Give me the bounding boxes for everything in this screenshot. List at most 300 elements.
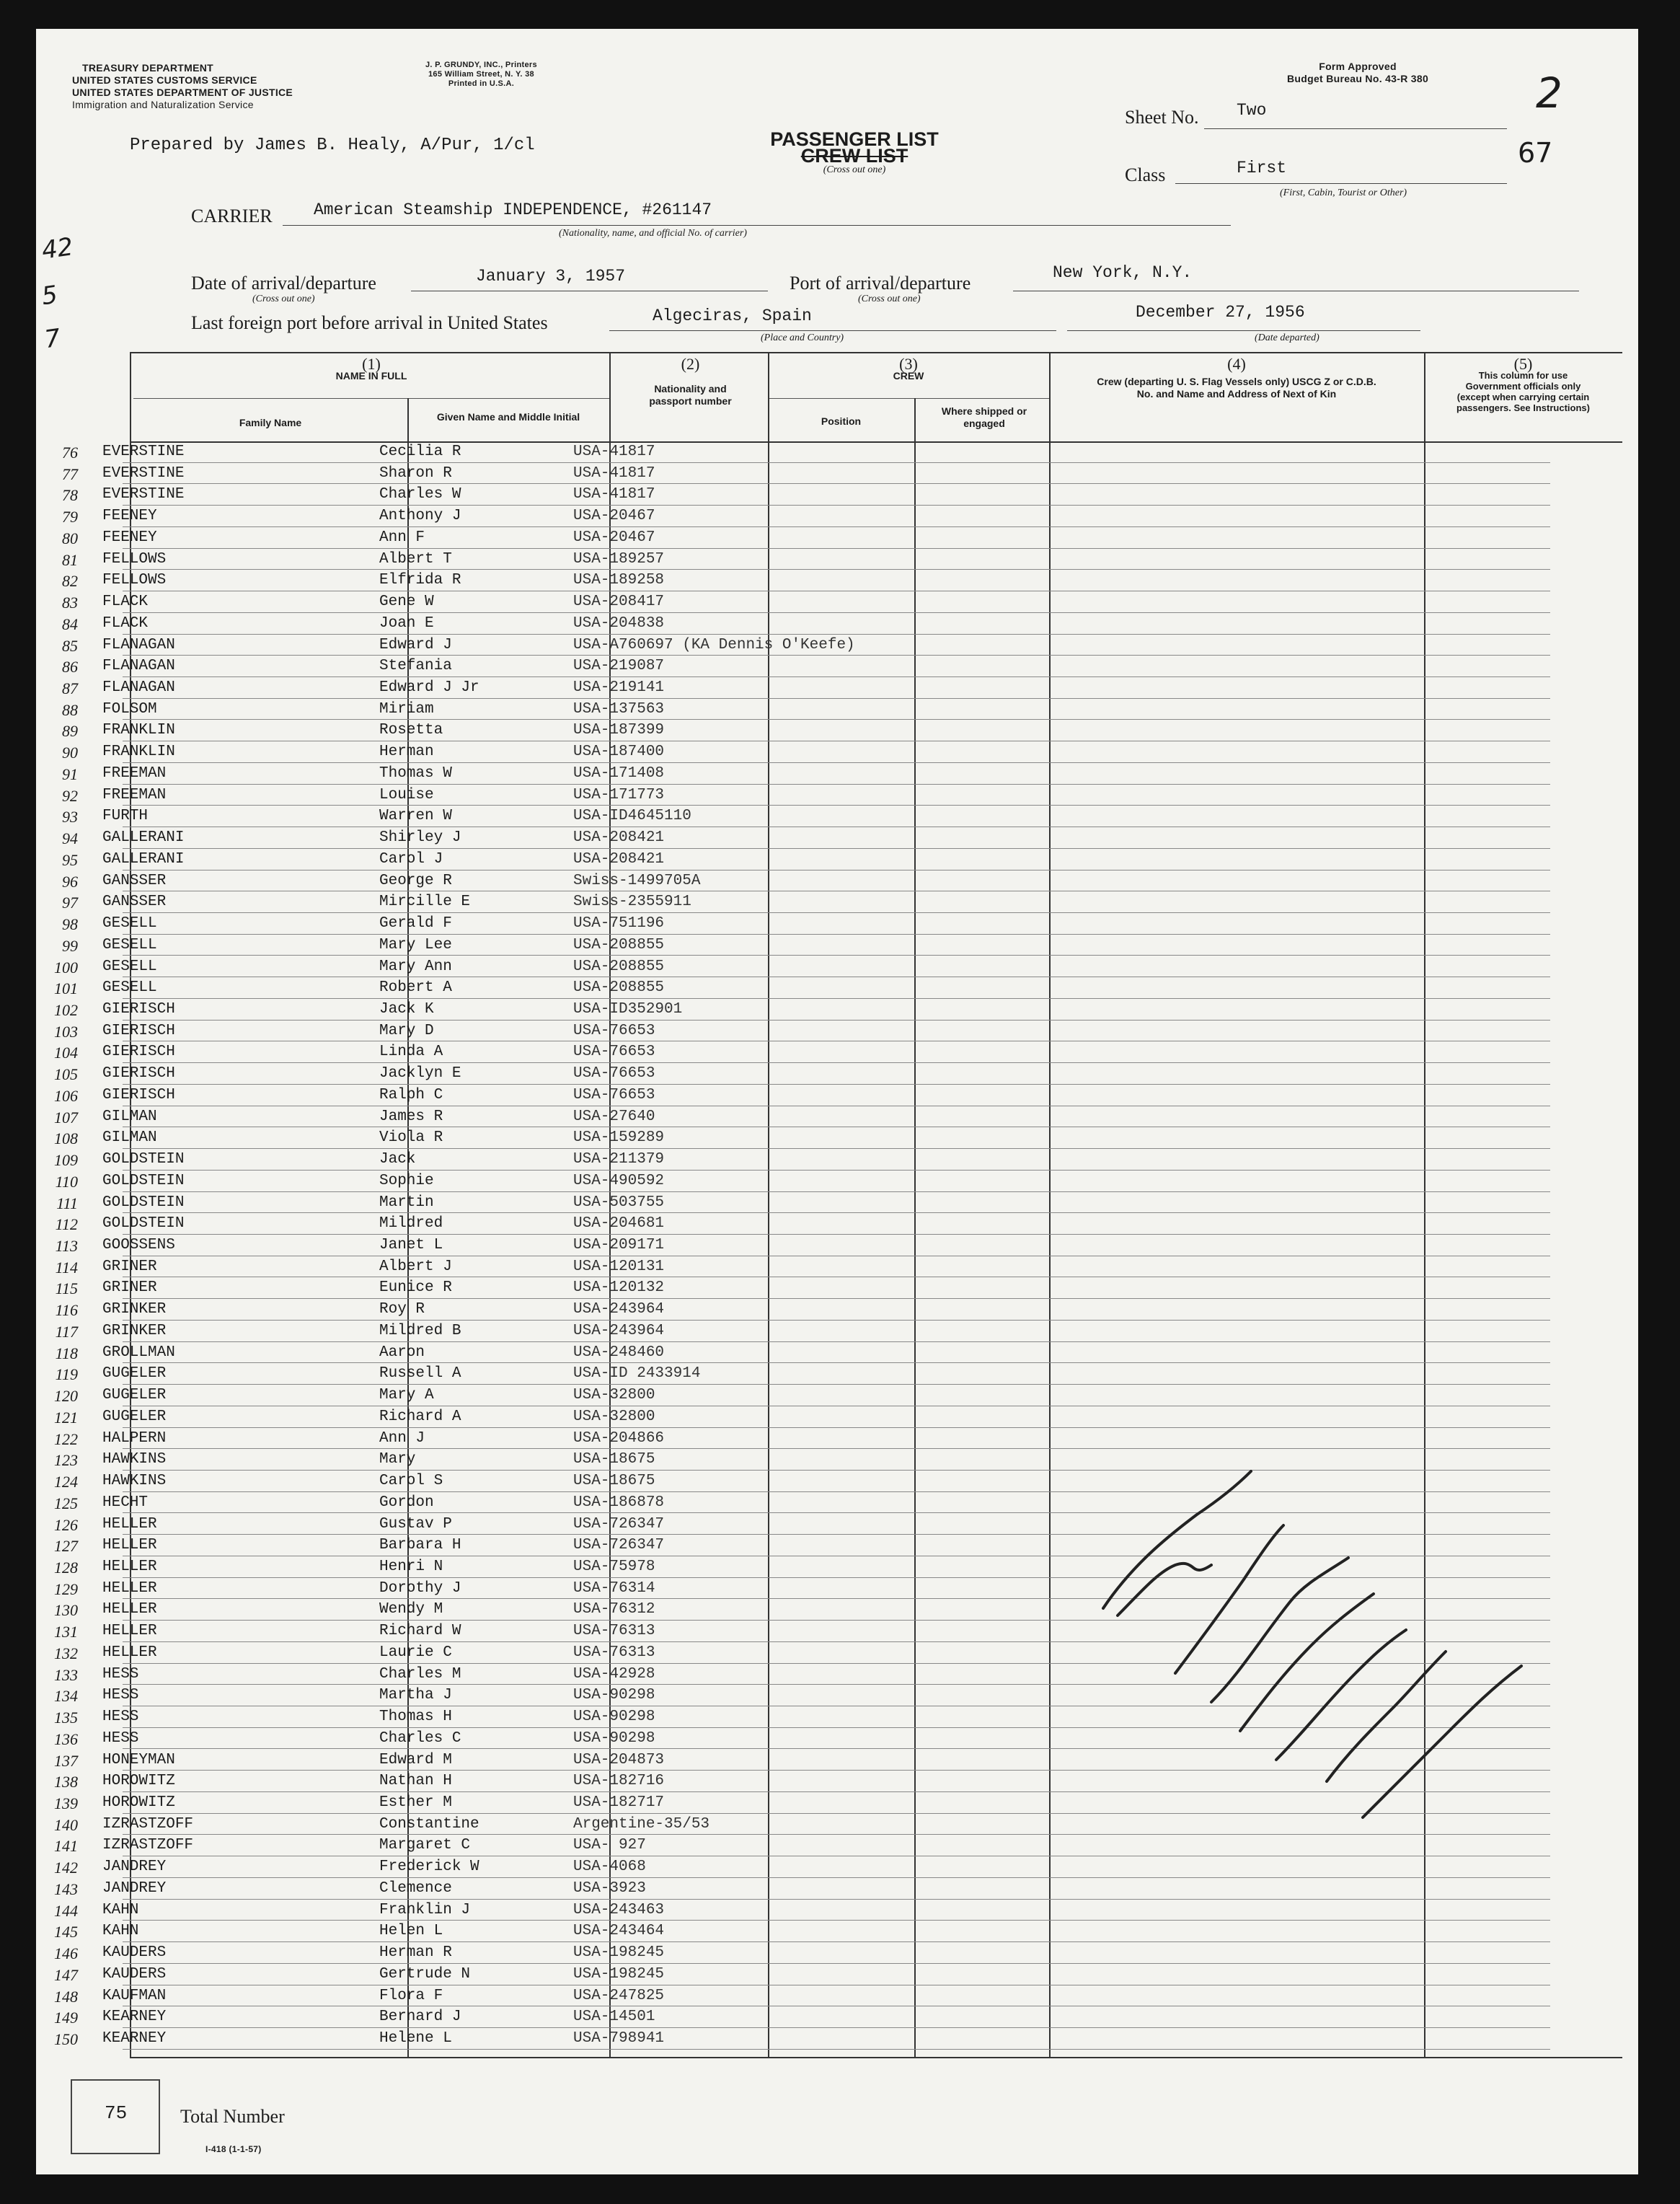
passport-number: USA-204681 [573, 1215, 665, 1233]
row-number: 149 [54, 2009, 78, 2027]
port-label: Port of arrival/departure [790, 273, 971, 294]
given-name: Thomas W [379, 764, 452, 782]
row-number: 90 [62, 744, 78, 762]
family-name: GALLERANI [102, 850, 185, 868]
given-name: Helene L [379, 2030, 452, 2047]
row-number: 117 [55, 1322, 78, 1341]
row-number: 115 [55, 1279, 78, 1298]
passport-number: USA-171773 [573, 786, 665, 803]
family-name: EVERSTINE [102, 444, 185, 460]
family-name: GESELL [102, 958, 157, 975]
last-port-label: Last foreign port before arrival in United States [191, 312, 548, 333]
margin-mark: 7 [43, 323, 63, 355]
row-number: 100 [54, 958, 78, 977]
family-name: FELLOWS [102, 572, 167, 589]
passport-number: USA-90298 [573, 1687, 655, 1704]
arrival-label: Date of arrival/departure [191, 273, 376, 294]
sheet-underline [1204, 128, 1507, 129]
given-name: Esther M [379, 1794, 452, 1811]
given-name: Gene W [379, 594, 434, 611]
family-name: FEENEY [102, 529, 157, 546]
table-row [43, 2006, 1572, 2028]
family-name: FLACK [102, 614, 149, 632]
last-port-underline [609, 330, 1056, 331]
table-row [43, 1127, 1572, 1149]
passport-number: USA-120132 [573, 1279, 665, 1297]
title-crew: CREW LIST [800, 145, 908, 167]
family-name: GOLDSTEIN [102, 1215, 185, 1233]
family-name: HELLER [102, 1601, 157, 1618]
family-name: GIERISCH [102, 1044, 175, 1061]
last-port-value: Algeciras, Spain [653, 307, 812, 325]
family-name: EVERSTINE [102, 486, 185, 503]
family-name: FLANAGAN [102, 636, 175, 653]
family-name: GANSSER [102, 872, 167, 889]
col1-title: NAME IN FULL [335, 370, 407, 382]
table-row [43, 1021, 1572, 1042]
given-name: Rosetta [379, 722, 443, 739]
margin-mark: 5 [40, 280, 60, 312]
passport-number: USA-726347 [573, 1515, 665, 1533]
table-row [43, 613, 1572, 635]
last-port-caption: (Place and Country) [761, 332, 844, 343]
col2-number: (2) [681, 355, 700, 373]
given-name: Mildred [379, 1215, 443, 1233]
given-name: Gustav P [379, 1515, 452, 1533]
given-name: Shirley J [379, 829, 461, 847]
row-number: 140 [54, 1815, 78, 1834]
row-number: 147 [54, 1965, 78, 1984]
table-row [43, 1942, 1572, 1964]
table-row [43, 913, 1572, 935]
given-name: Louise [379, 786, 434, 803]
row-number: 126 [54, 1515, 78, 1534]
table-row [43, 484, 1572, 506]
family-name: HAWKINS [102, 1451, 167, 1468]
passport-number: USA-186878 [573, 1494, 665, 1511]
carrier-label: CARRIER [191, 206, 273, 226]
given-name: Stefania [379, 658, 452, 675]
given-name: Herman [379, 744, 434, 761]
col2-header [613, 355, 768, 407]
budget-bureau: Budget Bureau No. 43-R 380 [1287, 73, 1429, 84]
passport-number: USA-208421 [573, 850, 665, 868]
row-number: 93 [62, 808, 78, 827]
table-row [43, 1985, 1572, 2007]
given-name: Sophie [379, 1172, 434, 1189]
total-box [71, 2079, 160, 2154]
passport-number: USA-208417 [573, 594, 665, 611]
arrival-caption: (Cross out one) [252, 294, 315, 304]
row-number: 112 [55, 1215, 78, 1234]
row-number: 116 [55, 1301, 78, 1320]
passport-number: USA-120131 [573, 1258, 665, 1275]
given-name: Charles W [379, 486, 461, 503]
passport-number: USA-490592 [573, 1172, 665, 1189]
table-bottom-rule [130, 2057, 1622, 2058]
row-number: 134 [54, 1687, 78, 1706]
port-caption: (Cross out one) [858, 294, 921, 304]
table-row [43, 1277, 1572, 1299]
col2-title: Nationality and passport number [649, 383, 732, 407]
passport-number: USA-18675 [573, 1451, 655, 1468]
table-row [43, 1321, 1572, 1342]
family-name: FRANKLIN [102, 744, 175, 761]
passport-number: USA-76653 [573, 1065, 655, 1083]
family-name: FOLSOM [102, 700, 157, 718]
table-row [43, 741, 1572, 763]
table-row [43, 570, 1572, 591]
passport-number: USA-ID 2433914 [573, 1365, 701, 1383]
table-row [43, 441, 1572, 463]
row-number: 127 [54, 1537, 78, 1556]
row-number: 144 [54, 1901, 78, 1920]
table-row [43, 677, 1572, 699]
printer-block [425, 61, 537, 89]
passport-number: USA-182717 [573, 1794, 665, 1811]
family-header: Family Name [239, 417, 302, 428]
given-name: Ann F [379, 529, 425, 546]
family-name: KAHN [102, 1901, 139, 1918]
passport-number: USA-18675 [573, 1473, 655, 1490]
table-row [43, 1342, 1572, 1364]
row-number: 150 [54, 2030, 78, 2049]
class-caption: (First, Cabin, Tourist or Other) [1280, 188, 1407, 198]
passport-number: USA-4068 [573, 1859, 646, 1876]
row-number: 111 [56, 1194, 78, 1212]
family-name: FEENEY [102, 508, 157, 525]
given-name: Richard A [379, 1408, 461, 1425]
date-departed-value: December 27, 1956 [1136, 303, 1305, 322]
table-row [43, 591, 1572, 613]
table-row [43, 1835, 1572, 1856]
agency-line: TREASURY DEPARTMENT [81, 62, 213, 74]
passport-number: USA-219087 [573, 658, 665, 675]
row-number: 83 [62, 594, 78, 612]
given-name: Thomas H [379, 1709, 452, 1726]
table-row [43, 1964, 1572, 1985]
family-name: GILMAN [102, 1108, 157, 1125]
col3-number: (3) [899, 355, 918, 373]
row-number: 102 [54, 1000, 78, 1019]
family-name: HALPERN [102, 1429, 167, 1447]
family-name: FLANAGAN [102, 679, 175, 697]
row-number: 124 [54, 1473, 78, 1491]
row-number: 104 [54, 1044, 78, 1062]
carrier-value: American Steamship INDEPENDENCE, #261147 [314, 200, 712, 219]
col5-header [1424, 355, 1622, 413]
row-number: 99 [62, 936, 78, 955]
given-name: Miriam [379, 700, 434, 718]
given-name: Dorothy J [379, 1579, 461, 1597]
family-name: HAWKINS [102, 1473, 167, 1490]
row-number: 105 [54, 1065, 78, 1084]
name-subheader-rule [133, 398, 609, 399]
table-row [43, 806, 1572, 827]
row-number: 125 [54, 1494, 78, 1512]
table-row [43, 1256, 1572, 1278]
handwritten-inspection-note [1089, 1457, 1536, 1832]
passport-number: USA-208421 [573, 829, 665, 847]
family-name: GRINKER [102, 1301, 167, 1318]
table-row [43, 870, 1572, 892]
row-number: 88 [62, 700, 78, 719]
table-row [43, 1171, 1572, 1192]
sheet-label: Sheet No. [1125, 107, 1199, 128]
table-row [43, 1235, 1572, 1256]
family-name: HELLER [102, 1579, 157, 1597]
family-name: JANDREY [102, 1879, 167, 1897]
class-value: First [1237, 159, 1287, 177]
table-row [43, 1921, 1572, 1942]
passport-number: USA-ID352901 [573, 1000, 683, 1018]
row-number: 85 [62, 636, 78, 655]
passport-number: USA-76312 [573, 1601, 655, 1618]
family-name: KAUFMAN [102, 1987, 167, 2004]
printer-line: J. P. GRUNDY, INC., Printers [425, 61, 537, 69]
given-name: Clemence [379, 1879, 452, 1897]
family-name: IZRASTZOFF [102, 1815, 194, 1833]
row-number: 108 [54, 1129, 78, 1148]
table-row [43, 635, 1572, 656]
row-number: 81 [62, 550, 78, 569]
passport-number: USA-726347 [573, 1537, 665, 1554]
family-name: HESS [102, 1709, 139, 1726]
row-number: 95 [62, 850, 78, 869]
passport-number: USA-ID4645110 [573, 808, 691, 825]
row-number: 143 [54, 1879, 78, 1898]
row-number: 122 [54, 1429, 78, 1448]
family-name: EVERSTINE [102, 464, 185, 482]
family-name: FREEMAN [102, 786, 167, 803]
given-name: Viola R [379, 1129, 443, 1147]
given-name: Robert A [379, 979, 452, 997]
passport-number: USA-243964 [573, 1301, 665, 1318]
passport-number: USA-198245 [573, 1944, 665, 1962]
table-row [43, 549, 1572, 570]
table-top-rule [130, 352, 1622, 353]
row-number: 121 [54, 1408, 78, 1427]
given-name: Russell A [379, 1365, 461, 1383]
table-row [43, 1363, 1572, 1385]
given-name: Elfrida R [379, 572, 461, 589]
row-number: 138 [54, 1773, 78, 1791]
passport-number: USA-20467 [573, 529, 655, 546]
col5-number: (5) [1513, 355, 1533, 373]
row-number: 113 [55, 1237, 78, 1255]
given-name: Wendy M [379, 1601, 443, 1618]
given-name: Mircille E [379, 894, 471, 911]
row-number: 130 [54, 1601, 78, 1620]
given-name: Jack [379, 1151, 416, 1168]
passport-number: USA-32800 [573, 1408, 655, 1425]
row-number: 132 [54, 1644, 78, 1662]
given-name: Gerald F [379, 915, 452, 933]
title-passenger: PASSENGER LIST [770, 128, 939, 150]
given-name: Richard W [379, 1623, 461, 1640]
family-name: GIERISCH [102, 1000, 175, 1018]
family-name: KAHN [102, 1923, 139, 1940]
col3-header [768, 355, 1049, 382]
table-row [43, 1063, 1572, 1085]
table-row [43, 891, 1572, 913]
given-name: Janet L [379, 1237, 443, 1253]
row-rule [123, 2049, 1550, 2050]
given-name: Linda A [379, 1044, 443, 1061]
agency-block [72, 62, 293, 111]
family-name: FELLOWS [102, 550, 167, 568]
passport-number: USA-14501 [573, 2009, 655, 2026]
row-number: 94 [62, 829, 78, 848]
table-row [43, 1428, 1572, 1450]
where-header: Where shipped or engaged [941, 405, 1027, 429]
given-name: Constantine [379, 1815, 479, 1833]
carrier-underline [283, 225, 1231, 226]
table-row [43, 2028, 1572, 2050]
given-name: Joan E [379, 614, 434, 632]
row-number: 84 [62, 614, 78, 633]
row-number: 145 [54, 1923, 78, 1941]
passport-number: USA-751196 [573, 915, 665, 933]
passport-number: USA-243464 [573, 1923, 665, 1940]
col4-title: Crew (departing U. S. Flag Vessels only) USCG Z or C.D.B. No. and Name and Address of Next of Kin [1097, 376, 1376, 400]
row-number: 79 [62, 508, 78, 526]
table-row [43, 935, 1572, 956]
row-number: 78 [62, 486, 78, 505]
crew-subheader-rule [768, 398, 1049, 399]
table-row [43, 1085, 1572, 1106]
given-name: Herman R [379, 1944, 452, 1962]
passport-number: USA-182716 [573, 1773, 665, 1790]
passport-number: USA- 927 [573, 1837, 646, 1854]
arrival-value: January 3, 1957 [476, 267, 626, 286]
passport-number: USA-208855 [573, 936, 665, 953]
family-name: GUGELER [102, 1408, 167, 1425]
class-label: Class [1125, 164, 1166, 185]
passport-number: Swiss-2355911 [573, 894, 691, 911]
table-row [43, 699, 1572, 720]
row-number: 98 [62, 915, 78, 934]
row-number: 110 [55, 1172, 78, 1191]
class-underline [1175, 183, 1507, 184]
table-row [43, 656, 1572, 677]
passport-number: USA-189257 [573, 550, 665, 568]
table-row [43, 720, 1572, 741]
table-row [43, 1299, 1572, 1321]
passport-number: USA-171408 [573, 764, 665, 782]
family-name: GRINER [102, 1258, 157, 1275]
handwritten-number: 67 [1518, 137, 1553, 169]
col4-header [1049, 355, 1424, 400]
given-name: Laurie C [379, 1644, 452, 1661]
family-name: KAUDERS [102, 1965, 167, 1983]
row-number: 119 [55, 1365, 78, 1384]
family-name: HECHT [102, 1494, 149, 1511]
row-number: 92 [62, 786, 78, 805]
family-name: HELLER [102, 1623, 157, 1640]
given-name: Franklin J [379, 1901, 471, 1918]
row-number: 96 [62, 872, 78, 891]
row-number: 106 [54, 1086, 78, 1105]
margin-mark: 42 [40, 232, 75, 265]
passport-number: USA-204838 [573, 614, 665, 632]
passport-number: USA-208855 [573, 979, 665, 997]
row-number: 114 [55, 1258, 78, 1277]
passport-number: USA-187400 [573, 744, 665, 761]
carrier-caption: (Nationality, name, and official No. of carrier) [559, 228, 747, 239]
table-row [43, 849, 1572, 870]
passport-number: USA-42928 [573, 1665, 655, 1683]
family-name: GRINKER [102, 1322, 167, 1339]
table-row [43, 506, 1572, 527]
table-row [43, 956, 1572, 978]
total-value: 75 [105, 2102, 128, 2124]
family-name: FLANAGAN [102, 658, 175, 675]
given-name: George R [379, 872, 452, 889]
given-name: Gertrude N [379, 1965, 471, 1983]
passport-number: USA-90298 [573, 1729, 655, 1747]
table-row [43, 1213, 1572, 1235]
handwriting-scribble [1089, 1457, 1536, 1832]
passport-number: USA-75978 [573, 1558, 655, 1575]
table-row [43, 977, 1572, 999]
given-header: Given Name and Middle Initial [436, 411, 580, 423]
row-number: 129 [54, 1579, 78, 1598]
passport-number: USA-76313 [573, 1644, 655, 1661]
family-name: GOLDSTEIN [102, 1194, 185, 1211]
family-name: GILMAN [102, 1129, 157, 1147]
table-row [43, 1192, 1572, 1214]
row-number: 87 [62, 679, 78, 698]
family-name: HELLER [102, 1644, 157, 1661]
row-number: 128 [54, 1558, 78, 1577]
given-name: Charles M [379, 1665, 461, 1683]
row-number: 131 [54, 1623, 78, 1641]
given-name: Helen L [379, 1923, 443, 1940]
passport-number: USA-137563 [573, 700, 665, 718]
family-name: HESS [102, 1665, 139, 1683]
family-name: GUGELER [102, 1365, 167, 1383]
title-cross-caption: (Cross out one) [823, 164, 886, 175]
family-name: GESELL [102, 915, 157, 933]
passport-number: USA-32800 [573, 1387, 655, 1404]
row-number: 76 [62, 444, 78, 462]
passport-number: USA-798941 [573, 2030, 665, 2047]
given-name: Martin [379, 1194, 434, 1211]
passport-number: USA-243964 [573, 1322, 665, 1339]
given-name: Margaret C [379, 1837, 471, 1854]
table-row [43, 527, 1572, 549]
given-name: Charles C [379, 1729, 461, 1747]
agency-line: UNITED STATES CUSTOMS SERVICE [72, 74, 257, 86]
given-name: Ralph C [379, 1086, 443, 1103]
row-number: 136 [54, 1729, 78, 1748]
table-row [43, 463, 1572, 485]
port-value: New York, N.Y. [1053, 263, 1193, 282]
given-name: Edward J [379, 636, 452, 653]
row-number: 148 [54, 1987, 78, 2006]
table-row [43, 999, 1572, 1021]
table-row [43, 1406, 1572, 1428]
handwritten-corner: 2 [1536, 69, 1562, 118]
row-number: 120 [54, 1387, 78, 1406]
passport-number: USA-187399 [573, 722, 665, 739]
family-name: GRINER [102, 1279, 157, 1297]
family-name: HOROWITZ [102, 1773, 175, 1790]
row-number: 139 [54, 1794, 78, 1812]
given-name: Eunice R [379, 1279, 452, 1297]
passport-number: USA-503755 [573, 1194, 665, 1211]
